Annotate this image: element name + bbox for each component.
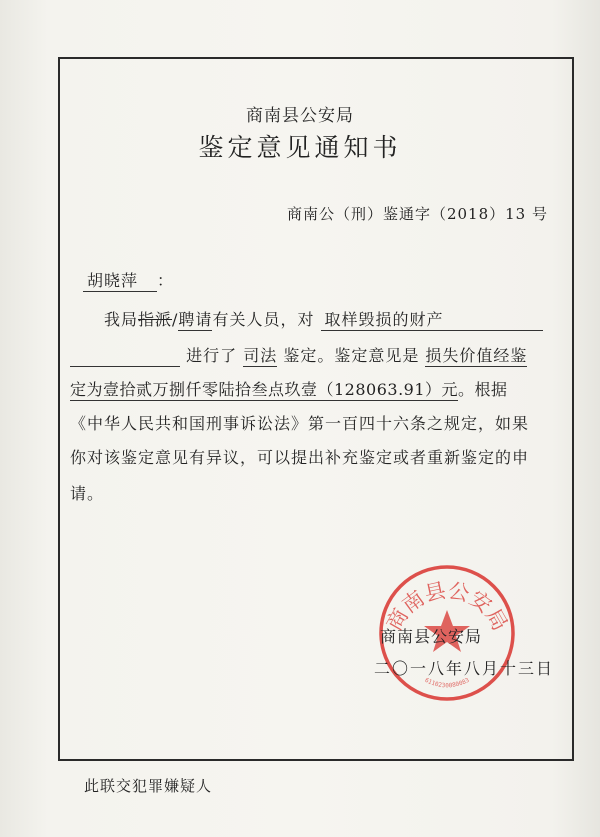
document-title: 鉴定意见通知书 [198, 133, 402, 162]
appraisal-object: 取样毁损的财产 [321, 307, 543, 331]
recipient-colon: ： [157, 271, 175, 290]
paragraph-line-4: 《中华人民共和国刑事诉讼法》第一百四十六条之规定，如果 [70, 414, 530, 433]
struck-option-dispatch: 指派 [138, 310, 173, 329]
footer-note: 此联交犯罪嫌疑人 [84, 777, 213, 795]
paragraph-line-3 [70, 377, 508, 401]
opinion-part-2: 定为壹拾贰万捌仟零陆拾叁点玖壹（128063.91）元 [70, 377, 458, 401]
signature-org: 商南县公安局 [380, 627, 483, 646]
recipient-name: 胡晓萍 [83, 268, 157, 292]
object-continuation-blank [70, 348, 180, 367]
paragraph-line-5: 你对该鉴定意见有异议，可以提出补充鉴定或者重新鉴定的申 [70, 448, 530, 467]
paragraph-line-1 [104, 307, 543, 331]
p2-mid: 进行了 [186, 346, 238, 365]
p1-mid: 有关人员，对 [212, 310, 315, 329]
p1-prefix: 我局 [104, 310, 139, 329]
kept-option-hire: 聘请 [178, 307, 212, 331]
document-number: 商南公（刑）鉴通字（2018）13 号 [286, 205, 548, 223]
opinion-part-1: 损失价值经鉴 [425, 343, 527, 367]
signature-date: 二〇一八年八月十三日 [374, 659, 555, 678]
appraisal-type: 司法 [243, 343, 277, 367]
option-slash: / [172, 310, 179, 329]
p2-suffix: 鉴定。鉴定意见是 [283, 346, 420, 365]
paragraph-line-6: 请。 [70, 484, 105, 503]
issuing-org-header: 商南县公安局 [246, 106, 354, 126]
p3-suffix: 。根据 [458, 380, 508, 399]
recipient-line [83, 268, 174, 292]
seal-text: 商南县公安局 [381, 578, 513, 635]
seal-serial: 6110230080083 [423, 676, 471, 690]
paragraph-line-2 [70, 343, 527, 367]
